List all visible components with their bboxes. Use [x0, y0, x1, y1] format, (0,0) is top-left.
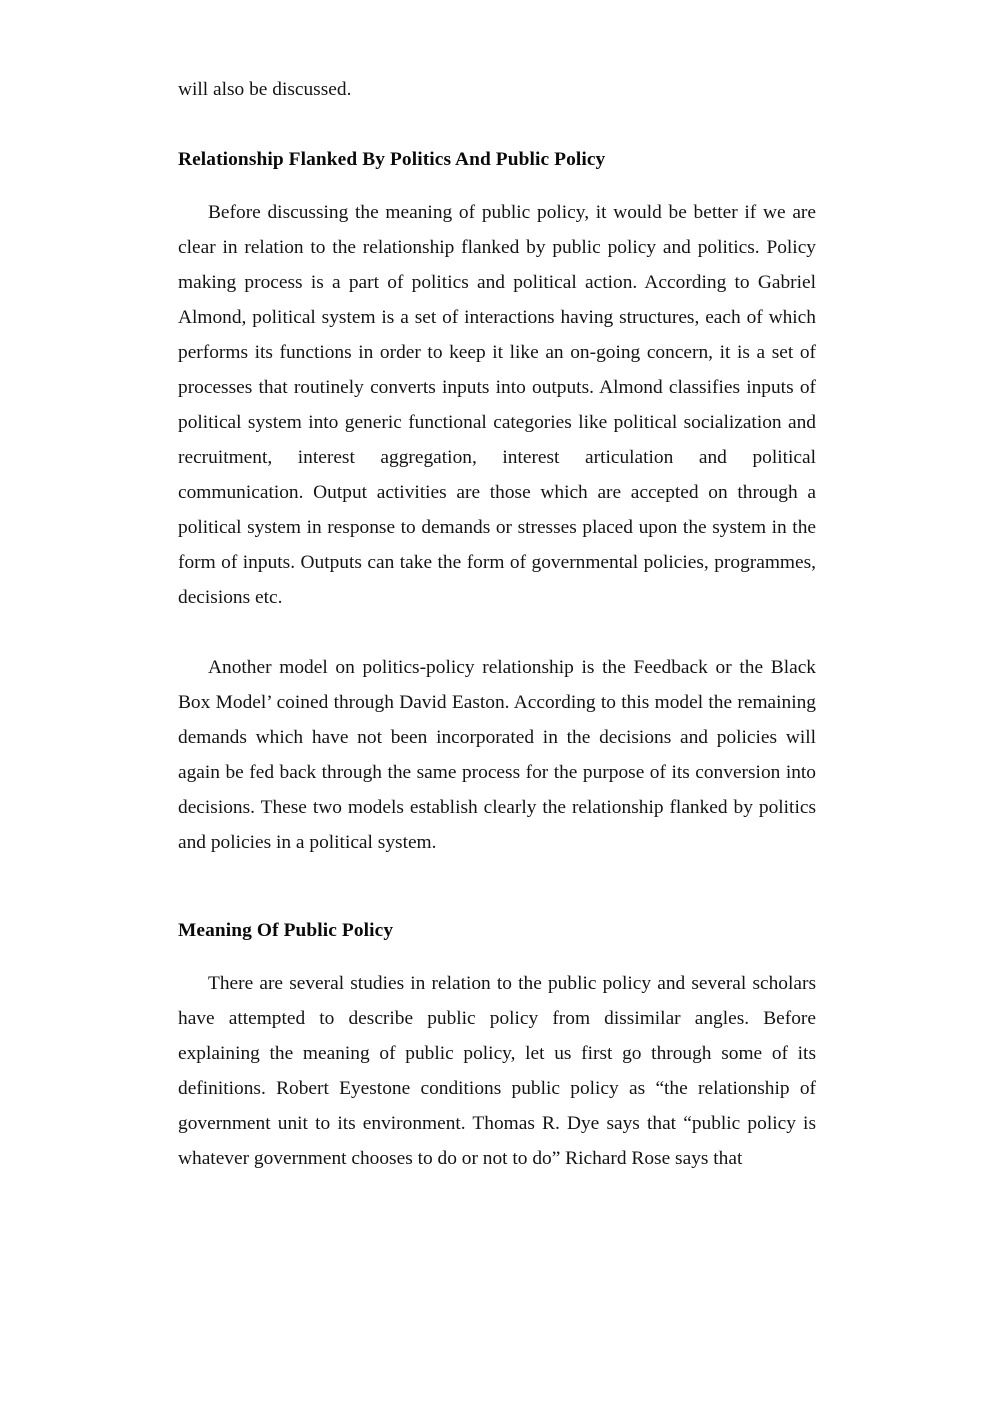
- section-heading-relationship: Relationship Flanked By Politics And Public Policy: [178, 149, 606, 170]
- paragraph-politics-public-policy: Before discussing the meaning of public policy, it would be better if we are clear in relation to the relationship flanked by public policy and politics. Policy making process is a part of politics and political action. According to Gabriel Almond, political system is a set of interactions having structures, each of which performs its functions in order to keep it like an on-going concern, it is a set of processes that routinely converts inputs into outputs. Almond classifies inputs of political system into generic functional categories like political socialization and recruitment, interest aggregation, interest articulation and political communication. Output activities are those which are accepted on through a political system in response to demands or stresses placed upon the system in the form of inputs. Outputs can take the form of governmental policies, programmes, decisions etc.: [178, 202, 816, 608]
- vertical-spacer: [178, 948, 816, 966]
- vertical-spacer: [178, 177, 816, 195]
- vertical-spacer: [178, 860, 816, 895]
- paragraph-feedback-black-box-model: Another model on politics-policy relationship is the Feedback or the Black Box Model’ coined through David Easton. According to this model the remaining demands which have not been incorporated in the decisions and policies will again be fed back through the same process for the purpose of its conversion into decisions. These two models establish clearly the relationship flanked by politics and policies in a political system.: [178, 657, 816, 853]
- vertical-spacer: [178, 107, 816, 142]
- vertical-spacer: [178, 895, 816, 913]
- text-column: [178, 72, 816, 1176]
- vertical-spacer: [178, 615, 816, 650]
- section-heading-meaning: Meaning Of Public Policy: [178, 920, 394, 941]
- paragraph-meaning-definitions: There are several studies in relation to the public policy and several scholars have attempted to describe public policy from dissimilar angles. Before explaining the meaning of public policy, let us first go through some of its definitions. Robert Eyestone conditions public policy as “the relationship of government unit to its environment. Thomas R. Dye says that “public policy is whatever government chooses to do or not to do” Richard Rose says that: [178, 973, 816, 1169]
- paragraph-continuation: will also be discussed.: [178, 79, 352, 100]
